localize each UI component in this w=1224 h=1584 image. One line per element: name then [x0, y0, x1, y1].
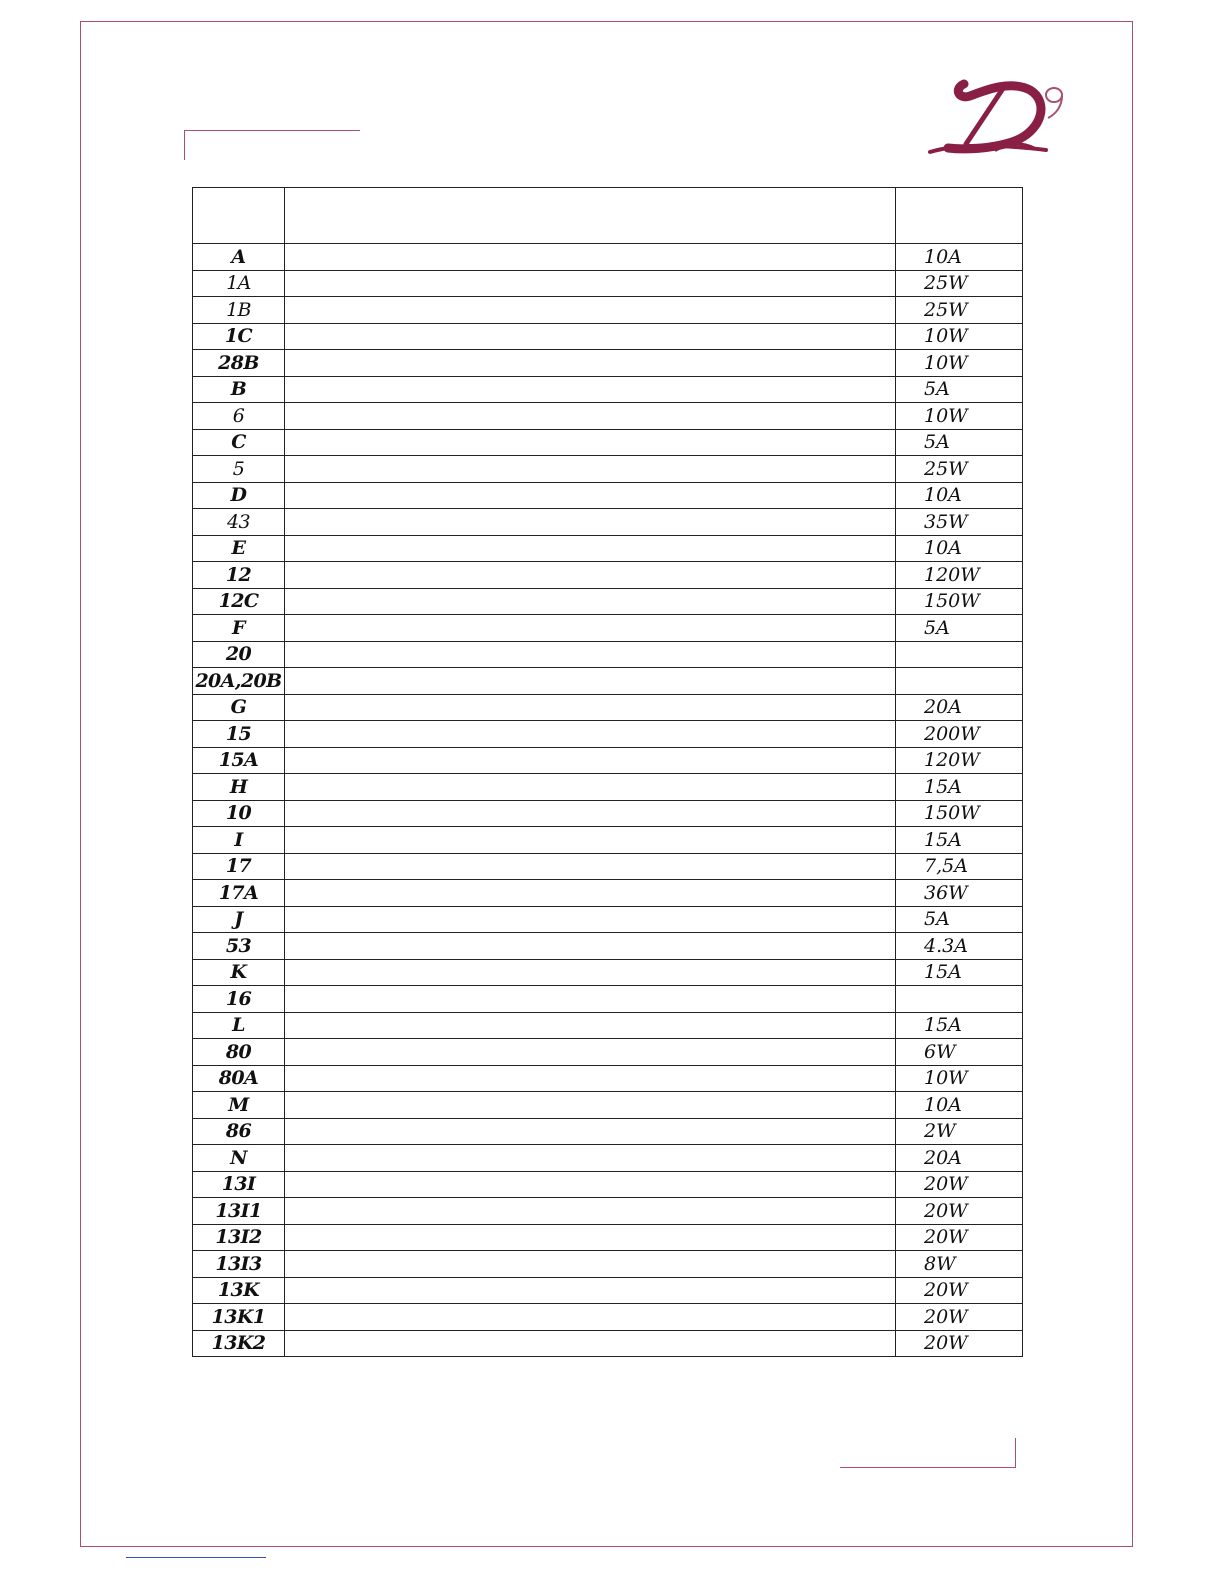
row-rating-cell: 5A [896, 376, 1023, 403]
table-header-row [193, 188, 1023, 244]
table-row [193, 853, 1023, 880]
row-code-cell: 1A [193, 270, 285, 297]
row-code-cell: 17A [193, 880, 285, 907]
row-description-cell [285, 323, 896, 350]
table-row [193, 694, 1023, 721]
row-code-cell: 20A,20B [193, 668, 285, 695]
table-row [193, 1251, 1023, 1278]
row-code-cell: E [193, 535, 285, 562]
row-code-cell: 20 [193, 641, 285, 668]
row-code-cell: 13K2 [193, 1330, 285, 1357]
row-rating-cell: 7,5A [896, 853, 1023, 880]
table-row [193, 270, 1023, 297]
row-code-cell: 86 [193, 1118, 285, 1145]
row-description-cell [285, 1330, 896, 1357]
row-code-cell: 80 [193, 1039, 285, 1066]
row-code-cell: 1C [193, 323, 285, 350]
row-code-cell: 13I [193, 1171, 285, 1198]
row-rating-cell: 10A [896, 244, 1023, 271]
row-code-cell: K [193, 959, 285, 986]
row-description-cell [285, 906, 896, 933]
table-row [193, 1330, 1023, 1357]
row-description-cell [285, 1224, 896, 1251]
header-code-cell [193, 188, 285, 244]
row-rating-cell: 5A [896, 615, 1023, 642]
row-code-cell: 15 [193, 721, 285, 748]
row-rating-cell: 25W [896, 456, 1023, 483]
row-rating-cell: 200W [896, 721, 1023, 748]
row-description-cell [285, 853, 896, 880]
row-rating-cell: 120W [896, 562, 1023, 589]
table-row [193, 906, 1023, 933]
row-code-cell: 13I2 [193, 1224, 285, 1251]
table-row [193, 1145, 1023, 1172]
row-rating-cell [896, 986, 1023, 1013]
row-rating-cell: 10A [896, 535, 1023, 562]
row-description-cell [285, 403, 896, 430]
table-row [193, 456, 1023, 483]
row-description-cell [285, 1277, 896, 1304]
table-row [193, 615, 1023, 642]
row-description-cell [285, 747, 896, 774]
corner-mark-top-left [184, 130, 360, 160]
row-description-cell [285, 1251, 896, 1278]
table-row [193, 323, 1023, 350]
table-row [193, 562, 1023, 589]
row-rating-cell [896, 641, 1023, 668]
row-description-cell [285, 429, 896, 456]
row-code-cell: 16 [193, 986, 285, 1013]
row-code-cell: 17 [193, 853, 285, 880]
row-code-cell: 1B [193, 297, 285, 324]
row-rating-cell: 20A [896, 694, 1023, 721]
row-rating-cell: 20W [896, 1171, 1023, 1198]
row-code-cell: D [193, 482, 285, 509]
table-row [193, 429, 1023, 456]
d9-logo-icon [926, 74, 1076, 158]
table-row [193, 482, 1023, 509]
row-code-cell: 13K [193, 1277, 285, 1304]
brand-logo [926, 74, 1076, 158]
row-rating-cell: 4.3A [896, 933, 1023, 960]
row-description-cell [285, 535, 896, 562]
row-description-cell [285, 1145, 896, 1172]
row-rating-cell: 20W [896, 1277, 1023, 1304]
footer-link-underline [126, 1557, 266, 1558]
table-row [193, 721, 1023, 748]
row-rating-cell: 20W [896, 1330, 1023, 1357]
table-row [193, 959, 1023, 986]
row-rating-cell: 20W [896, 1304, 1023, 1331]
table-row [193, 1065, 1023, 1092]
table-row [193, 244, 1023, 271]
row-rating-cell: 10W [896, 1065, 1023, 1092]
row-code-cell: F [193, 615, 285, 642]
row-rating-cell: 10W [896, 403, 1023, 430]
row-code-cell: 53 [193, 933, 285, 960]
row-code-cell: 80A [193, 1065, 285, 1092]
row-description-cell [285, 1012, 896, 1039]
row-description-cell [285, 800, 896, 827]
table-row [193, 1277, 1023, 1304]
row-description-cell [285, 350, 896, 377]
row-code-cell: 10 [193, 800, 285, 827]
table-row [193, 1039, 1023, 1066]
table-row [193, 774, 1023, 801]
row-rating-cell: 15A [896, 774, 1023, 801]
row-code-cell: 13K1 [193, 1304, 285, 1331]
header-description-cell [285, 188, 896, 244]
row-description-cell [285, 1065, 896, 1092]
row-description-cell [285, 562, 896, 589]
row-rating-cell: 20A [896, 1145, 1023, 1172]
row-description-cell [285, 1092, 896, 1119]
table-row [193, 880, 1023, 907]
row-rating-cell: 150W [896, 588, 1023, 615]
row-code-cell: J [193, 906, 285, 933]
row-code-cell: 15A [193, 747, 285, 774]
row-code-cell: 43 [193, 509, 285, 536]
row-rating-cell: 120W [896, 747, 1023, 774]
row-description-cell [285, 721, 896, 748]
row-rating-cell: 10W [896, 323, 1023, 350]
table-row [193, 1198, 1023, 1225]
row-rating-cell: 15A [896, 827, 1023, 854]
row-rating-cell: 25W [896, 270, 1023, 297]
row-description-cell [285, 244, 896, 271]
row-rating-cell: 5A [896, 906, 1023, 933]
row-code-cell: H [193, 774, 285, 801]
row-rating-cell: 20W [896, 1198, 1023, 1225]
row-description-cell [285, 588, 896, 615]
row-description-cell [285, 827, 896, 854]
row-rating-cell: 2W [896, 1118, 1023, 1145]
row-rating-cell [896, 668, 1023, 695]
row-code-cell: 12C [193, 588, 285, 615]
row-description-cell [285, 482, 896, 509]
header-rating-cell [896, 188, 1023, 244]
row-rating-cell: 8W [896, 1251, 1023, 1278]
row-code-cell: 13I3 [193, 1251, 285, 1278]
row-description-cell [285, 694, 896, 721]
row-description-cell [285, 986, 896, 1013]
table-row [193, 1012, 1023, 1039]
row-rating-cell: 20W [896, 1224, 1023, 1251]
row-description-cell [285, 297, 896, 324]
table-row [193, 376, 1023, 403]
row-description-cell [285, 668, 896, 695]
row-rating-cell: 10A [896, 482, 1023, 509]
row-description-cell [285, 509, 896, 536]
table-row [193, 827, 1023, 854]
row-description-cell [285, 1198, 896, 1225]
row-code-cell: M [193, 1092, 285, 1119]
row-code-cell: A [193, 244, 285, 271]
table-row [193, 509, 1023, 536]
row-rating-cell: 10A [896, 1092, 1023, 1119]
table-row [193, 933, 1023, 960]
table-row [193, 350, 1023, 377]
row-code-cell: 28B [193, 350, 285, 377]
row-description-cell [285, 1304, 896, 1331]
table-row [193, 588, 1023, 615]
row-code-cell: L [193, 1012, 285, 1039]
fuse-rating-table [192, 187, 1023, 1357]
row-code-cell: 5 [193, 456, 285, 483]
row-rating-cell: 6W [896, 1039, 1023, 1066]
row-description-cell [285, 1118, 896, 1145]
row-rating-cell: 25W [896, 297, 1023, 324]
row-description-cell [285, 456, 896, 483]
row-code-cell: N [193, 1145, 285, 1172]
table-row [193, 668, 1023, 695]
row-rating-cell: 10W [896, 350, 1023, 377]
table-row [193, 747, 1023, 774]
row-description-cell [285, 376, 896, 403]
row-code-cell: C [193, 429, 285, 456]
table-row [193, 1092, 1023, 1119]
row-code-cell: B [193, 376, 285, 403]
row-rating-cell: 36W [896, 880, 1023, 907]
row-rating-cell: 5A [896, 429, 1023, 456]
row-code-cell: I [193, 827, 285, 854]
row-description-cell [285, 959, 896, 986]
row-description-cell [285, 880, 896, 907]
row-description-cell [285, 774, 896, 801]
row-description-cell [285, 615, 896, 642]
row-rating-cell: 35W [896, 509, 1023, 536]
table-row [193, 641, 1023, 668]
table-row [193, 1304, 1023, 1331]
table-row [193, 800, 1023, 827]
row-code-cell: 12 [193, 562, 285, 589]
row-description-cell [285, 1171, 896, 1198]
row-rating-cell: 15A [896, 1012, 1023, 1039]
row-description-cell [285, 270, 896, 297]
table-row [193, 535, 1023, 562]
corner-mark-bottom-right [840, 1438, 1016, 1468]
table-row [193, 1224, 1023, 1251]
table-row [193, 1171, 1023, 1198]
row-description-cell [285, 933, 896, 960]
table-row [193, 986, 1023, 1013]
table-row [193, 1118, 1023, 1145]
row-description-cell [285, 641, 896, 668]
row-code-cell: 13I1 [193, 1198, 285, 1225]
row-description-cell [285, 1039, 896, 1066]
row-code-cell: 6 [193, 403, 285, 430]
row-code-cell: G [193, 694, 285, 721]
table-row [193, 403, 1023, 430]
row-rating-cell: 150W [896, 800, 1023, 827]
table-row [193, 297, 1023, 324]
row-rating-cell: 15A [896, 959, 1023, 986]
